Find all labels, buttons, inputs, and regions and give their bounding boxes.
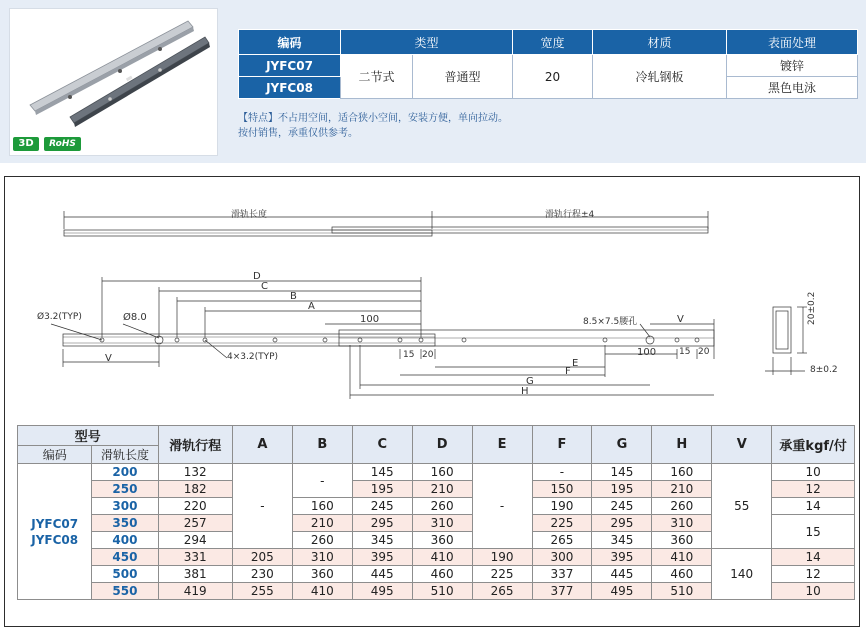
dim-D: 460 [412,566,472,583]
table-row [18,464,855,481]
dim-header-A: A [232,426,292,464]
dim-F: 150 [532,481,592,498]
dim-C: 245 [352,498,412,515]
dim-D: 310 [412,515,472,532]
label-D: D [253,271,261,282]
dim-H: 310 [652,515,712,532]
dim-E: 225 [472,566,532,583]
dim-header-C: C [352,426,412,464]
dim-C: 395 [352,549,412,566]
dim-C: 345 [352,532,412,549]
dim-A: 205 [232,549,292,566]
dim-len[interactable]: 450 [92,549,158,566]
dim-header-model: 型号 [18,426,159,446]
dim-load: 12 [772,566,855,583]
dim-C: 195 [352,481,412,498]
dim-B: 360 [292,566,352,583]
dim-H: 460 [652,566,712,583]
dim-header-B: B [292,426,352,464]
dim-header-E: E [472,426,532,464]
dim-model-jyfc08: JYFC08 [31,532,79,547]
dim-E: 265 [472,583,532,600]
label-side-height: 20±0.2 [807,291,817,325]
dim-travel: 331 [158,549,232,566]
dim-travel: 220 [158,498,232,515]
label-H: H [521,386,529,397]
dim-B: 410 [292,583,352,600]
dim-load: 12 [772,481,855,498]
label-A: A [308,301,315,312]
dim-travel: 257 [158,515,232,532]
dim-H: 160 [652,464,712,481]
dim-header-V: V [712,426,772,464]
dim-travel: 132 [158,464,232,481]
label-hole-dia: Ø3.2(TYP) [37,312,82,322]
dim-A: 230 [232,566,292,583]
badge-3d: 3D [13,137,39,151]
dim-G: 195 [592,481,652,498]
label-E: E [572,358,579,369]
label-100-right: 100 [637,347,657,358]
dim-B-dash: - [292,464,352,498]
dim-B: 160 [292,498,352,515]
dim-F: 225 [532,515,592,532]
dimension-table [17,425,855,600]
label-travel: 滑轨行程±4 [545,210,595,220]
label-rail-length: 滑轨长度 [231,210,268,220]
dim-G: 395 [592,549,652,566]
dim-G: 495 [592,583,652,600]
dim-C: 145 [352,464,412,481]
label-V-right: V [677,314,684,325]
label-B: B [290,291,297,302]
label-15-left: 15 [403,350,415,360]
dim-travel: 419 [158,583,232,600]
dim-header-travel: 滑轨行程 [158,426,232,464]
dim-D: 410 [412,549,472,566]
label-15-right: 15 [679,347,691,357]
notes-sales: 按付销售，承重仅供参考。 [238,128,358,139]
dim-model-jyfc07: JYFC07 [31,516,79,531]
dim-H: 360 [652,532,712,549]
dim-D: 210 [412,481,472,498]
label-slot: 8.5×7.5腰孔 [583,317,638,327]
dim-B: 260 [292,532,352,549]
notes-features: 【特点】不占用空间，适合狭小空间，安装方便，单向拉动。 [238,113,508,124]
dim-G: 295 [592,515,652,532]
dim-E: 190 [472,549,532,566]
dim-header-load: 承重kgf/付 [772,426,855,464]
dim-D: 160 [412,464,472,481]
dim-load-merged: 15 [772,515,855,549]
dim-D: 360 [412,532,472,549]
dim-E-dash: - [472,464,532,549]
dim-B: 210 [292,515,352,532]
label-four-holes: 4×3.2(TYP) [227,352,279,362]
label-G: G [526,376,534,387]
dim-B: 310 [292,549,352,566]
dim-H: 510 [652,583,712,600]
table-row [18,549,855,566]
dim-load: 10 [772,464,855,481]
label-side-width: 8±0.2 [810,365,838,375]
spec-width: 20 [513,55,593,99]
spec-header-material: 材质 [593,30,727,55]
label-100-left: 100 [360,314,380,325]
dim-load: 10 [772,583,855,600]
label-dia8: Ø8.0 [123,312,147,323]
dim-C: 495 [352,583,412,600]
spec-type-a: 二节式 [341,55,413,99]
dim-G: 345 [592,532,652,549]
product-image-card [9,8,218,156]
technical-drawing [5,177,861,427]
drawing-box [4,176,860,627]
drawer-slide-product-image [10,9,219,157]
dim-travel: 294 [158,532,232,549]
dim-V-bottom: 140 [712,549,772,600]
dim-A-dash: - [232,464,292,549]
dim-header-D: D [412,426,472,464]
label-V-left: V [105,353,112,364]
dim-len[interactable]: 250 [92,481,158,498]
dim-F: - [532,464,592,481]
dim-G: 145 [592,464,652,481]
dim-H: 260 [652,498,712,515]
dim-F: 265 [532,532,592,549]
dim-D: 510 [412,583,472,600]
dim-len[interactable]: 400 [92,532,158,549]
dim-len[interactable]: 550 [92,583,158,600]
dim-load: 14 [772,549,855,566]
dim-load: 14 [772,498,855,515]
dim-H: 410 [652,549,712,566]
dim-F: 300 [532,549,592,566]
spec-code-jyfc08[interactable]: JYFC08 [239,77,341,99]
dim-H: 210 [652,481,712,498]
dim-travel: 182 [158,481,232,498]
dim-header-H: H [652,426,712,464]
spec-header-width: 宽度 [513,30,593,55]
spec-header-code: 编码 [239,30,341,55]
dim-G: 445 [592,566,652,583]
dim-header-F: F [532,426,592,464]
dim-len[interactable]: 300 [92,498,158,515]
dim-D: 260 [412,498,472,515]
dim-len[interactable]: 350 [92,515,158,532]
dim-C: 295 [352,515,412,532]
dim-len[interactable]: 500 [92,566,158,583]
dim-len[interactable]: 200 [92,464,158,481]
spec-type-b: 普通型 [413,55,513,99]
spec-finish-black: 黑色电泳 [727,77,858,99]
spec-table [238,29,858,99]
dim-travel: 381 [158,566,232,583]
spec-header-finish: 表面处理 [727,30,858,55]
spec-code-jyfc07[interactable]: JYFC07 [239,55,341,77]
dim-model-cell [18,464,92,600]
notes [238,111,508,141]
spec-material: 冷轧钢板 [593,55,727,99]
label-C: C [261,281,268,292]
dim-header-code: 编码 [18,446,92,464]
spec-finish-zinc: 镀锌 [727,55,858,77]
dim-header-length: 滑轨长度 [92,446,158,464]
dim-header-G: G [592,426,652,464]
dim-G: 245 [592,498,652,515]
dim-F: 337 [532,566,592,583]
dim-F: 377 [532,583,592,600]
dim-A: 255 [232,583,292,600]
label-20-right: 20 [698,347,710,357]
dim-V-top: 55 [712,464,772,549]
dim-C: 445 [352,566,412,583]
badge-rohs: RoHS [44,137,81,151]
label-F: F [565,366,571,377]
dim-F: 190 [532,498,592,515]
spec-header-type: 类型 [341,30,513,55]
label-20-left: 20 [422,350,434,360]
